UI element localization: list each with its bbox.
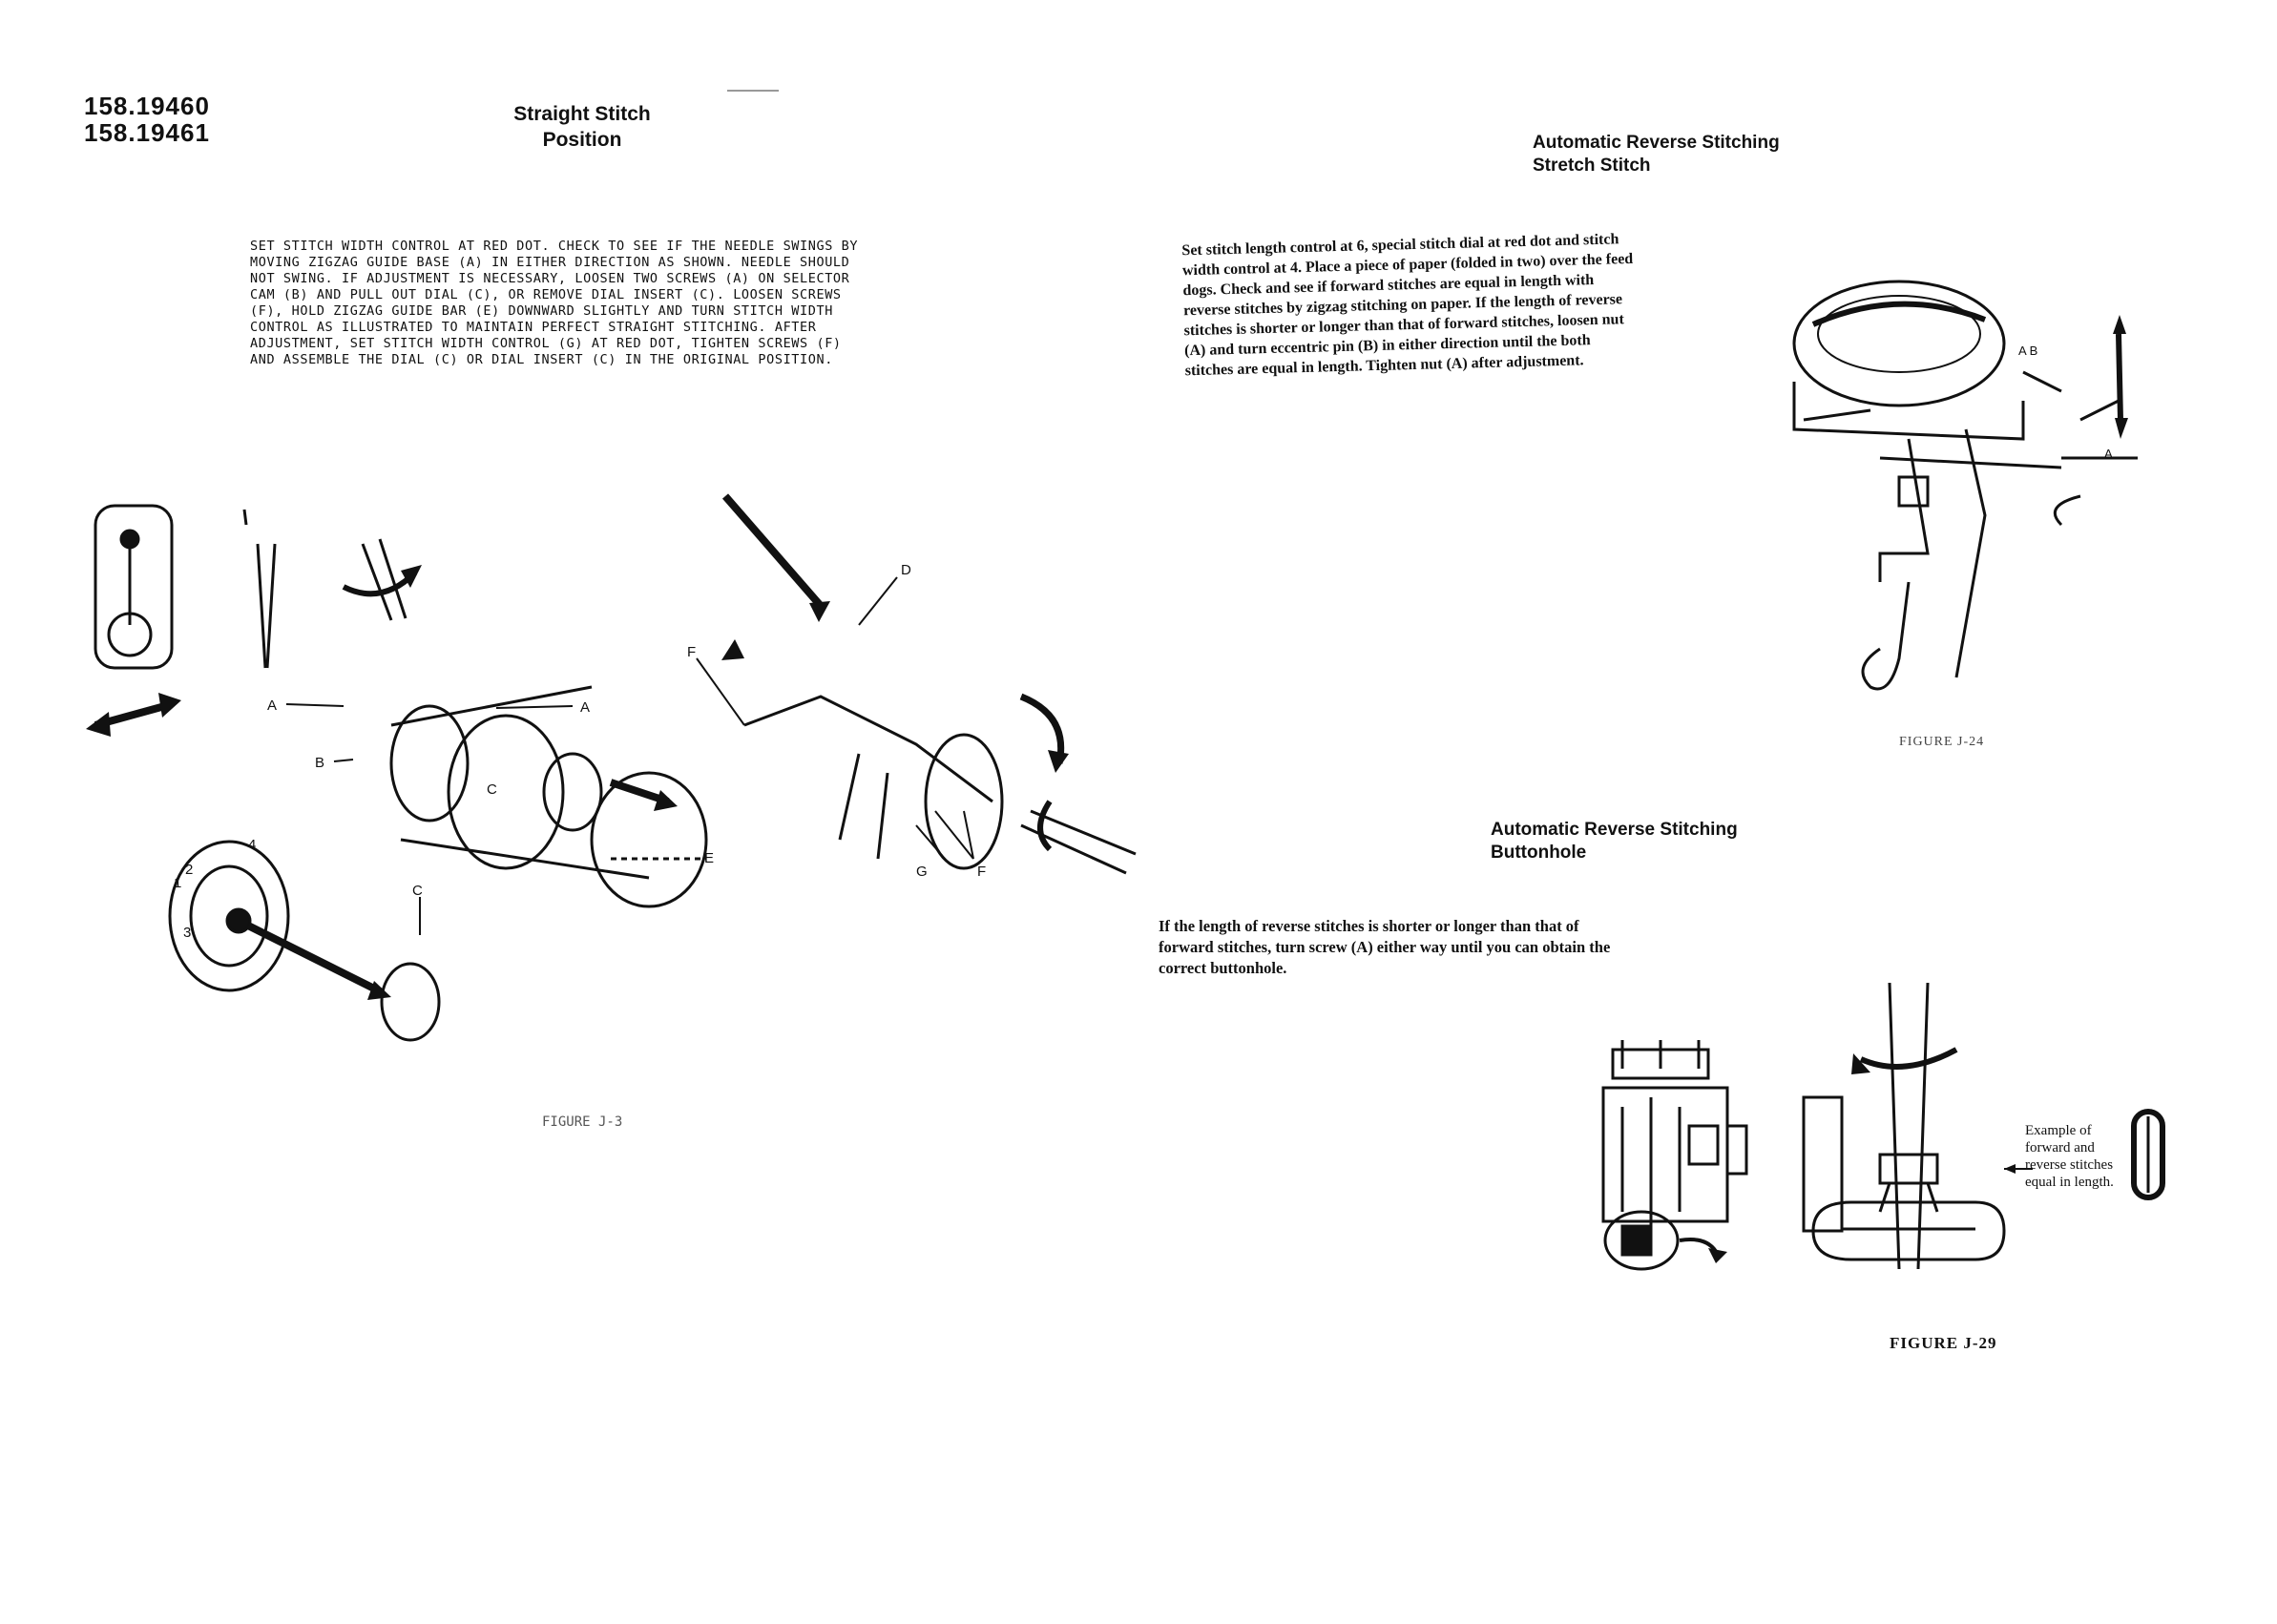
figure-j3-caption: FIGURE J-3 <box>542 1114 623 1130</box>
top-dash-mark <box>727 90 779 92</box>
dial-c-icon <box>170 842 439 1040</box>
model-number-2: 158.19461 <box>84 118 210 147</box>
figure-j24-caption: FIGURE J-24 <box>1899 735 1985 749</box>
reverse-stretch-title <box>1533 132 1780 177</box>
label-a-nut: A <box>2104 447 2113 461</box>
width-knob-icon <box>344 539 422 620</box>
reverse-buttonhole-title <box>1491 819 1738 864</box>
label-b: B <box>315 755 325 771</box>
figure-j29-right-illustration <box>1794 983 2023 1298</box>
label-a-right: A <box>580 699 591 716</box>
needle-icon <box>244 510 275 668</box>
dial-number-2: 2 <box>185 862 194 878</box>
reverse-buttonhole-instructions: If the length of reverse stitches is shorter or longer than that of forward stitches, turn screw (A) either way until you can obtain the correct buttonhole. <box>1159 917 1611 977</box>
label-f-left: F <box>687 644 697 660</box>
red-dot-icon <box>121 531 138 548</box>
label-f-bottom: F <box>977 864 987 880</box>
double-arrow-left-icon <box>86 693 181 737</box>
label-ab: A B <box>2018 344 2038 358</box>
figure-j24-illustration <box>1775 267 2157 725</box>
zigzag-guide-assembly-icon <box>721 496 1136 873</box>
reverse-buttonhole-title-line1: Automatic Reverse Stitching <box>1491 820 1738 840</box>
reverse-stretch-instructions: Set stitch length control at 6, special stitch dial at red dot and stitch width control at 4. Place a piece of paper (folded in two) over the feed dogs. Check and see if forward stitches are equal in length with reverse stitches by zigzag stitching on paper. If the length of reverse stitches is shorter or longer than that of forward stitches, loosen nut (A) and turn eccentric pin (B) in either direction until the both stitches are equal in length. Tighten nut (A) after adjustment. <box>1181 231 1634 380</box>
label-g: G <box>916 864 928 880</box>
label-a-left: A <box>267 697 278 714</box>
label-c-cam: C <box>487 781 497 798</box>
straight-stitch-title-line2: Position <box>542 129 622 151</box>
label-d: D <box>901 562 911 578</box>
figure-j29-caption: FIGURE J-29 <box>1890 1334 1997 1352</box>
reverse-stretch-title-line1: Automatic Reverse Stitching <box>1533 133 1780 153</box>
arrow-right-icon <box>611 782 678 811</box>
straight-stitch-title <box>449 101 716 153</box>
label-c-dial: C <box>412 883 423 899</box>
example-stitch-shape <box>2004 1145 2195 1231</box>
straight-stitch-title-line1: Straight Stitch <box>513 103 651 125</box>
label-e: E <box>704 850 715 866</box>
up-down-arrow-icon <box>2113 315 2128 439</box>
reverse-stretch-title-line2: Stretch Stitch <box>1533 156 1651 176</box>
figure-j29-left-illustration <box>1584 1031 1775 1298</box>
figure-j3-illustration <box>76 496 1145 1069</box>
dial-number-3: 3 <box>183 925 192 941</box>
example-note: Example of forward and reverse stitches equal in length. <box>2025 1123 2114 1190</box>
model-number-1: 158.19460 <box>84 92 210 120</box>
dial-number-4: 4 <box>248 837 257 853</box>
dial-number-1: 1 <box>174 875 182 891</box>
straight-stitch-instructions: SET STITCH WIDTH CONTROL AT RED DOT. CHECK TO SEE IF THE NEEDLE SWINGS BY MOVING ZIGZAG GUIDE BASE (A) IN EITHER DIRECTION AS SHOWN. NEEDLE SHOULD NOT SWING. IF ADJUSTMENT IS NECESSARY, LOOSEN TWO SCREWS (A) ON SELECTOR CAM (B) AND PULL OUT DIAL (C), OR REMOVE DIAL INSERT (C). LOOSEN SCREWS (F), HOLD ZIGZAG GUIDE BAR (E) DOWNWARD SLIGHTLY AND TURN STITCH WIDTH CONTROL AS ILLUSTRATED TO MAINTAIN PERFECT STRAIGHT STITCHING. AFTER ADJUSTMENT, SET STITCH WIDTH CONTROL (G) AT RED DOT, TIGHTEN SCREWS (F) AND ASSEMBLE THE DIAL (C) OR DIAL INSERT (C) IN THE ORIGINAL POSITION. <box>250 239 859 367</box>
reverse-buttonhole-title-line2: Buttonhole <box>1491 843 1587 863</box>
